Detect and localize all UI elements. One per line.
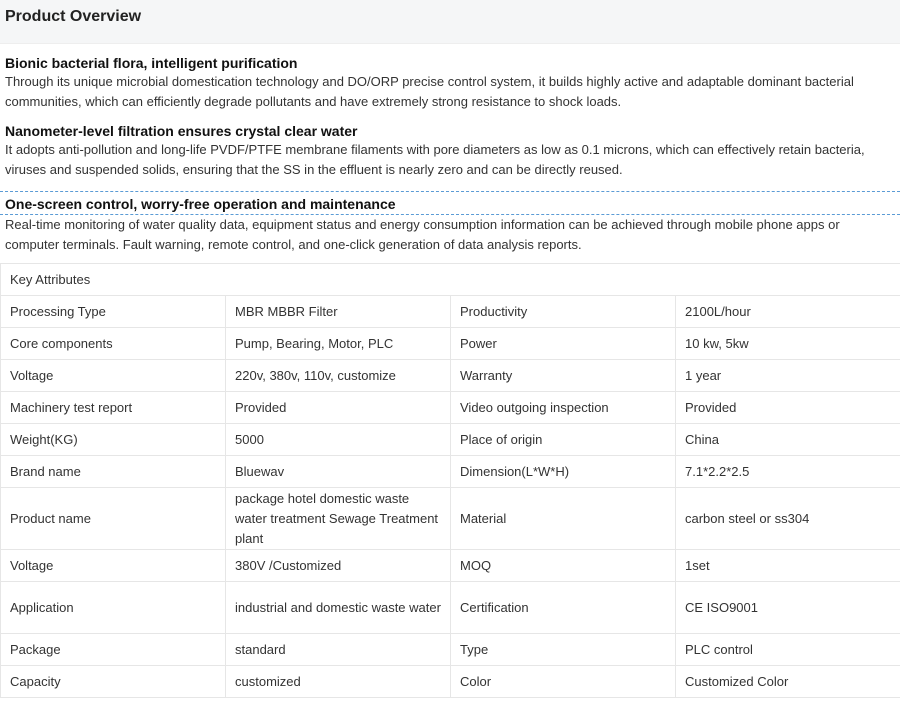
attribute-name: MOQ (451, 550, 676, 582)
attribute-name: Place of origin (451, 424, 676, 456)
attribute-name: Brand name (1, 456, 226, 488)
attribute-name: Capacity (1, 666, 226, 698)
attribute-value: MBR MBBR Filter (226, 296, 451, 328)
feature-title: Nanometer-level filtration ensures crystal clear water (5, 123, 358, 139)
overview-header (0, 0, 900, 44)
attribute-name: Core components (1, 328, 226, 360)
attribute-name: Material (451, 488, 676, 550)
attribute-name: Product name (1, 488, 226, 550)
attribute-value: PLC control (676, 634, 900, 666)
feature-description: Through its unique microbial domestication technology and DO/ORP precise control system, it builds highly active and adaptable dominant bacterial communities, which can efficiently degrade pollutants and have extremely strong resistance to shock loads. (5, 74, 854, 109)
table-row (1, 328, 900, 360)
feature-title: Bionic bacterial flora, intelligent purification (5, 55, 298, 71)
attribute-value: 7.1*2.2*2.5 (676, 456, 900, 488)
attribute-name: Machinery test report (1, 392, 226, 424)
attribute-value: 220v, 380v, 110v, customize (226, 360, 451, 392)
attribute-name: Voltage (1, 360, 226, 392)
table-row (1, 456, 900, 488)
table-row (1, 360, 900, 392)
attribute-name: Type (451, 634, 676, 666)
attribute-value: customized (226, 666, 451, 698)
table-row (1, 550, 900, 582)
attribute-name: Certification (451, 582, 676, 634)
table-row (1, 634, 900, 666)
attribute-value: Pump, Bearing, Motor, PLC (226, 328, 451, 360)
attribute-name: Warranty (451, 360, 676, 392)
attribute-value: 2100L/hour (676, 296, 900, 328)
table-row (1, 424, 900, 456)
feature-description: It adopts anti-pollution and long-life PVDF/PTFE membrane filaments with pore diameters as low as 0.1 microns, which can effectively retain bacteria, viruses and suspended solids, ensuring that the SS in the effluent is nearly zero and can be directly reused. (5, 142, 865, 177)
feature-block-control (0, 188, 900, 255)
feature-block-filtration (0, 112, 900, 180)
attribute-name: Color (451, 666, 676, 698)
attribute-name: Package (1, 634, 226, 666)
attribute-value: carbon steel or ss304 (676, 488, 900, 550)
feature-block-purification (0, 44, 900, 112)
table-row (1, 392, 900, 424)
attribute-value: 5000 (226, 424, 451, 456)
attribute-name: Application (1, 582, 226, 634)
table-caption: Key Attributes (1, 264, 900, 296)
attribute-value: 1 year (676, 360, 900, 392)
attribute-name: Processing Type (1, 296, 226, 328)
table-row (1, 666, 900, 698)
table-row (1, 296, 900, 328)
attribute-value: 10 kw, 5kw (676, 328, 900, 360)
attribute-value: package hotel domestic waste water treatment Sewage Treatment plant (226, 488, 451, 550)
attribute-value: China (676, 424, 900, 456)
attribute-value: 1set (676, 550, 900, 582)
attribute-name: Voltage (1, 550, 226, 582)
attribute-value: standard (226, 634, 451, 666)
table-row (1, 582, 900, 634)
table-row (1, 488, 900, 550)
attribute-value: Customized Color (676, 666, 900, 698)
attribute-name: Weight(KG) (1, 424, 226, 456)
attribute-value: Provided (226, 392, 451, 424)
attribute-name: Dimension(L*W*H) (451, 456, 676, 488)
attribute-value: CE ISO9001 (676, 582, 900, 634)
table-caption-row (1, 264, 900, 296)
key-attributes-table (0, 263, 900, 698)
attribute-value: industrial and domestic waste water (226, 582, 451, 634)
attribute-name: Video outgoing inspection (451, 392, 676, 424)
attribute-value: Provided (676, 392, 900, 424)
feature-description: Real-time monitoring of water quality data, equipment status and energy consumption information can be achieved through mobile phone apps or computer terminals. Fault warning, remote control, and one-click generation of data analysis reports. (5, 217, 840, 252)
attribute-name: Power (451, 328, 676, 360)
attribute-value: Bluewav (226, 456, 451, 488)
attribute-name: Productivity (451, 296, 676, 328)
feature-title: One-screen control, worry-free operation and maintenance (0, 191, 900, 215)
attribute-value: 380V /Customized (226, 550, 451, 582)
page-title: Product Overview (5, 8, 142, 25)
